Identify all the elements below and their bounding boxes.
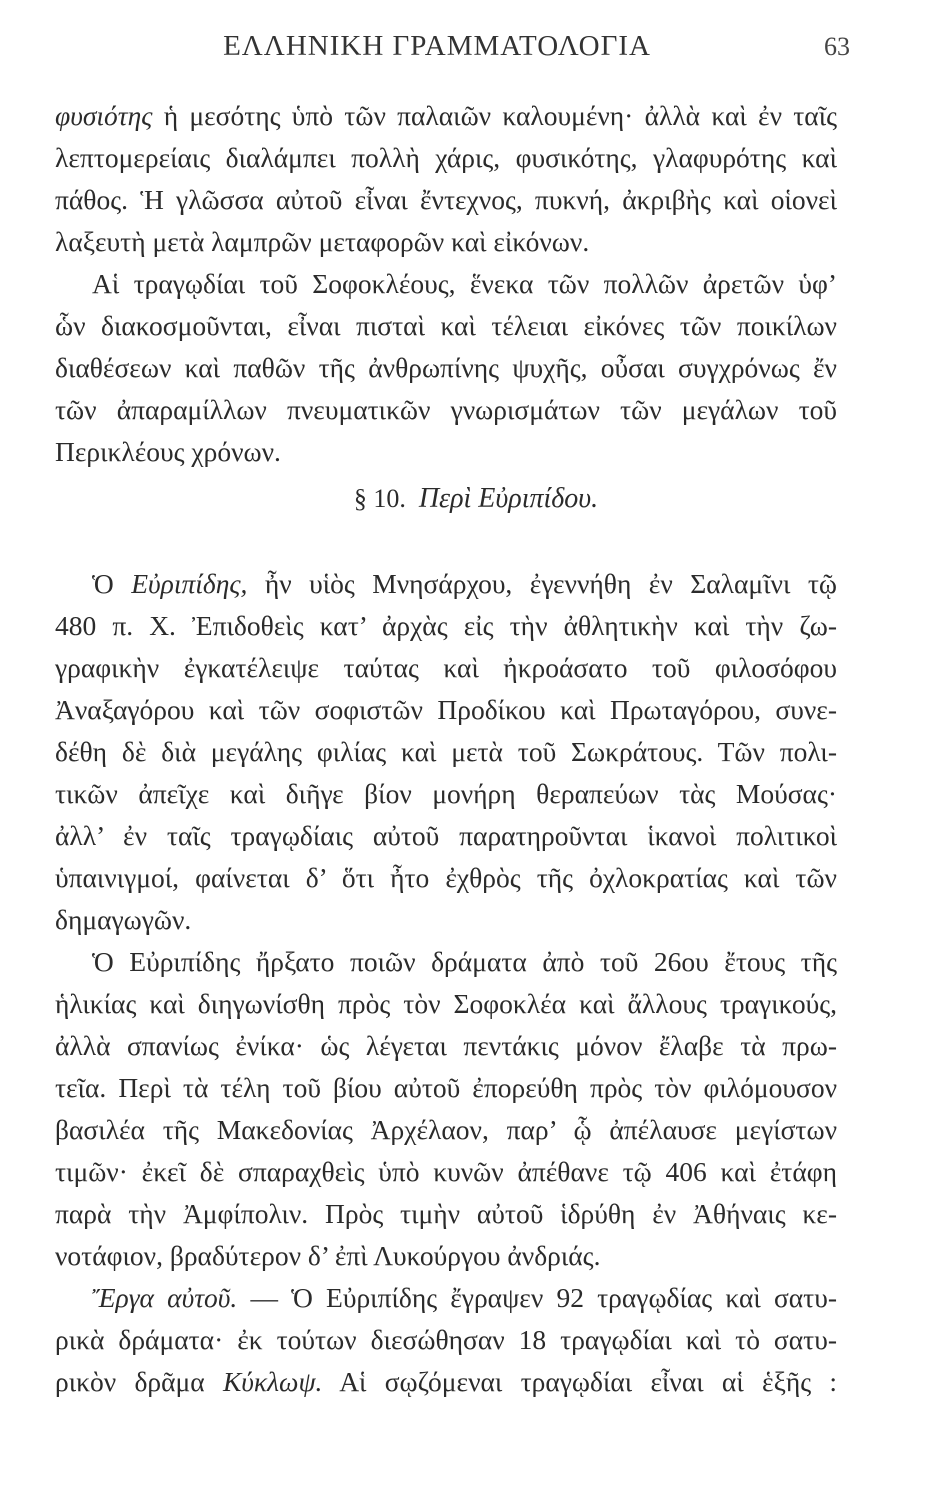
p4-line-7: παρὰ τὴν Ἀμφίπολιν. Πρὸς τιμὴν αὐτοῦ ἱδρύθη ἐν Ἀθήναις κε-: [55, 1198, 837, 1229]
p2-line-2: ὧν διακοσμοῦνται, εἶναι πισταὶ καὶ τέλειαι εἰκόνες τῶν ποικίλων: [55, 310, 837, 341]
p1-line-2: λεπτομερείαις διαλάμπει πολλὴ χάρις, φυσικότης, γλαφυρότης καὶ: [55, 142, 837, 173]
p4-line-3: ἀλλὰ σπανίως ἐνίκα· ὡς λέγεται πεντάκις μόνον ἔλαβε τὰ πρω-: [55, 1030, 837, 1061]
p3-line-2: 480 π. Χ. Ἐπιδοθεὶς κατ’ ἀρχὰς εἰς τὴν ἀθλητικὴν καὶ τὴν ζω-: [55, 610, 837, 641]
running-head: [52, 30, 850, 70]
p2-line-1: Αἱ τραγῳδίαι τοῦ Σοφοκλέους, ἕνεκα τῶν πολλῶν ἀρετῶν ὑφ’: [92, 268, 837, 299]
p4-line-1: Ὁ Εὐριπίδης ἤρξατο ποιῶν δράματα ἀπὸ τοῦ 26ου ἔτους τῆς: [92, 946, 837, 977]
p3-line-3: γραφικὴν ἐγκατέλειψε ταύτας καὶ ἠκροάσατο τοῦ φιλοσόφου: [55, 652, 837, 683]
p4-line-6: τιμῶν· ἐκεῖ δὲ σπαραχθεὶς ὑπὸ κυνῶν ἀπέθανε τῷ 406 καὶ ἐτάφη: [55, 1156, 837, 1187]
p5-italic-heading: Ἔργα αὐτοῦ.: [92, 1282, 238, 1313]
section-heading: [0, 483, 952, 515]
p4-line-4: τεῖα. Περὶ τὰ τέλη τοῦ βίου αὐτοῦ ἐπορεύθη πρὸς τὸν φιλόμουσον: [55, 1072, 837, 1103]
p5-line-2: ρικὰ δράματα· ἐκ τούτων διεσώθησαν 18 τραγῳδίαι καὶ τὸ σατυ-: [55, 1324, 837, 1355]
p3-italic-name: Εὐριπίδης,: [131, 568, 248, 599]
p4-line-2: ἡλικίας καὶ διηγωνίσθη πρὸς τὸν Σοφοκλέα καὶ ἄλλους τραγικούς,: [55, 988, 837, 1019]
p1-italic-word: φυσιότης: [55, 100, 153, 131]
p3-line-1: [92, 568, 837, 600]
p5-line-3-b: Αἱ σῳζόμεναι τραγῳδίαι εἶναι αἱ ἑξῆς :: [339, 1366, 838, 1397]
p3-line-5: δέθη δὲ διὰ μεγάλης φιλίας καὶ μετὰ τοῦ Σωκράτους. Τῶν πολι-: [55, 736, 837, 767]
p1-line-1: [55, 100, 837, 132]
p3-line-9: δημαγωγῶν.: [55, 904, 192, 935]
p2-line-5: Περικλέους χρόνων.: [55, 436, 281, 467]
p1-line-3: πάθος. Ἡ γλῶσσα αὐτοῦ εἶναι ἔντεχνος, πυκνή, ἀκριβὴς καὶ οἱονεὶ: [55, 184, 837, 215]
p5-line-3: [55, 1366, 837, 1398]
p2-line-4: τῶν ἀπαραμίλλων πνευματικῶν γνωρισμάτων τῶν μεγάλων τοῦ: [55, 394, 837, 425]
p1-line-4: λαξευτὴ μετὰ λαμπρῶν μεταφορῶν καὶ εἰκόνων.: [55, 226, 590, 257]
p5-line-3-a: ρικὸν δρᾶμα: [55, 1366, 205, 1397]
running-title: ΕΛΛΗΝΙΚΗ ΓΡΑΜΜΑΤΟΛΟΓΙΑ: [223, 30, 651, 62]
p2-line-3: διαθέσεων καὶ παθῶν τῆς ἀνθρωπίνης ψυχῆς, οὖσαι συγχρόνως ἔν: [55, 352, 837, 383]
p5-line-1-text: — Ὁ Εὐριπίδης ἔγραψεν 92 τραγῳδίας καὶ σατυ-: [250, 1282, 837, 1313]
p3-line-7: ἀλλ’ ἐν ταῖς τραγῳδίαις αὐτοῦ παρατηροῦνται ἱκανοὶ πολιτικοὶ: [55, 820, 837, 851]
p5-line-1: [92, 1282, 837, 1314]
p5-italic-title: Κύκλωψ.: [222, 1366, 323, 1397]
section-number: § 10.: [353, 484, 406, 513]
page-number: 63: [824, 32, 850, 61]
p3-line-8: ὑπαινιγμοί, φαίνεται δ’ ὅτι ἦτο ἐχθρὸς τῆς ὀχλοκρατίας καὶ τῶν: [55, 862, 837, 893]
p3-article: Ὁ: [92, 568, 114, 599]
p4-line-8: νοτάφιον, βραδύτερον δ’ ἐπὶ Λυκούργου ἀνδριάς.: [55, 1240, 601, 1271]
p4-line-5: βασιλέα τῆς Μακεδονίας Ἀρχέλαον, παρ’ ᾧ ἀπέλαυσε μεγίστων: [55, 1114, 837, 1145]
p1-line-1-text: ἡ μεσότης ὑπὸ τῶν παλαιῶν καλουμένη· ἀλλὰ καὶ ἐν ταῖς: [163, 100, 838, 131]
p3-line-6: τικῶν ἀπεῖχε καὶ διῆγε βίον μονήρη θεραπεύων τὰς Μούσας·: [55, 778, 837, 809]
section-title: Περὶ Εὐριπίδου.: [418, 483, 599, 514]
p3-line-1-text: ἦν υἱὸς Μνησάρχου, ἐγεννήθη ἐν Σαλαμῖνι τῷ: [264, 568, 838, 599]
p3-line-4: Ἀναξαγόρου καὶ τῶν σοφιστῶν Προδίκου καὶ Πρωταγόρου, συνε-: [55, 694, 837, 725]
